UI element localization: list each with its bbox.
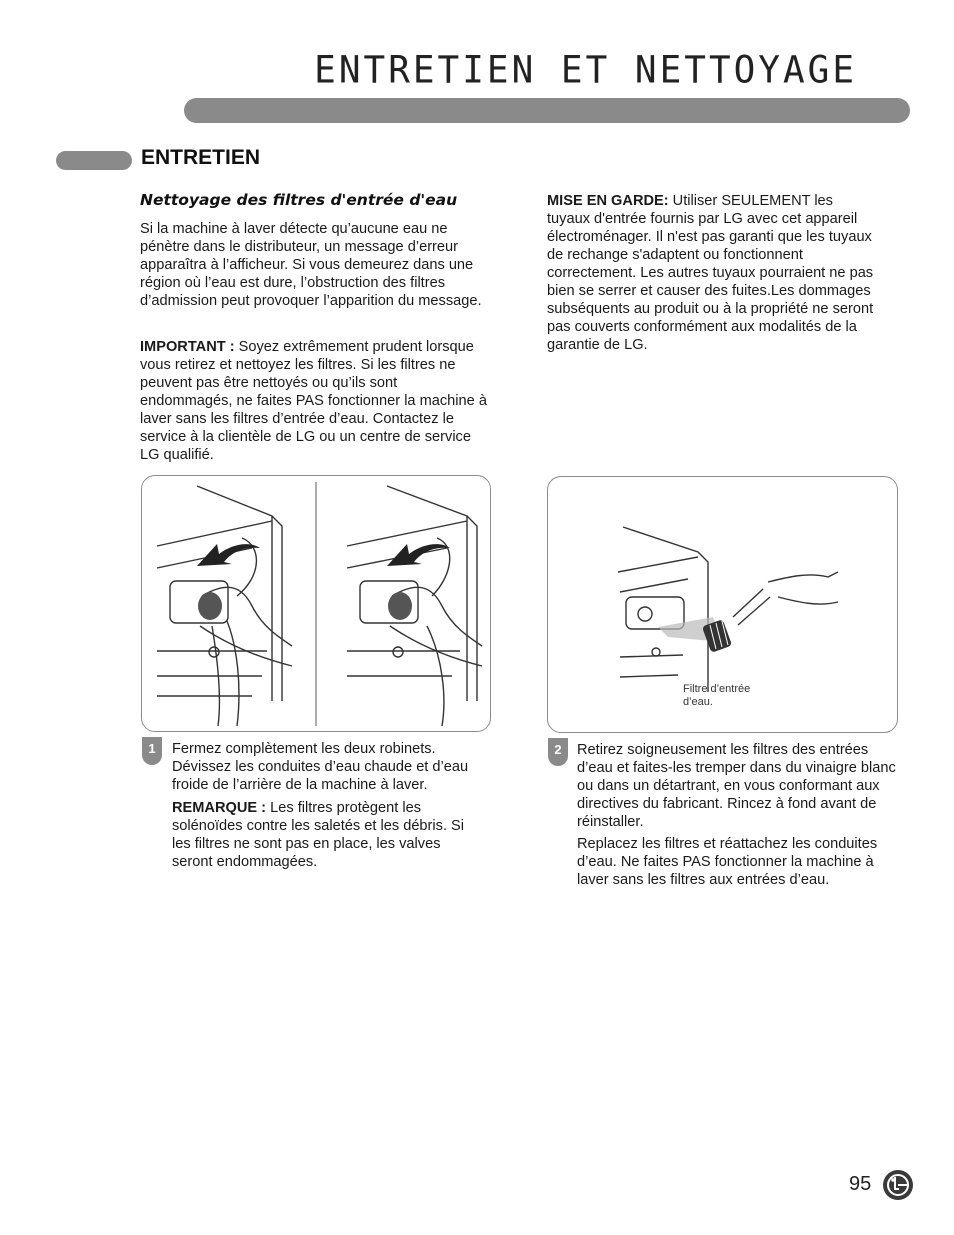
step2-text: Retirez soigneusement les filtres des entrées d’eau et faites-les tremper dans du vinaigre blanc ou dans un détartrant, en vous conformant aux directives du fabricant. Rincez à fond avant de réinstaller. xyxy=(577,742,896,830)
caution-paragraph xyxy=(547,192,877,354)
step1-illustration xyxy=(141,475,491,732)
note-text: Les filtres protègent les solénoïdes contre les saletés et les débris. Si les filtres ne sont pas en place, les valves seront endommagées. xyxy=(172,800,465,870)
filter-caption: Filtre d’entrée d’eau. xyxy=(683,683,751,708)
subsection-heading: Nettoyage des filtres d'entrée d'eau xyxy=(140,191,458,209)
step1-number-badge: 1 xyxy=(142,737,162,765)
page-title: ENTRETIEN ET NETTOYAGE xyxy=(314,48,857,93)
title-bar-decoration xyxy=(184,98,910,123)
step2-number-badge: 2 xyxy=(548,738,568,766)
step2-illustration xyxy=(547,476,898,733)
lg-logo-icon xyxy=(882,1169,914,1201)
important-label: IMPORTANT : xyxy=(140,339,235,355)
important-paragraph xyxy=(140,338,490,464)
step1-note xyxy=(172,799,482,871)
page-number: 95 xyxy=(849,1173,872,1195)
note-label: REMARQUE : xyxy=(172,800,267,816)
section-heading: ENTRETIEN xyxy=(141,146,261,169)
caution-text: Utiliser SEULEMENT les tuyaux d'entrée fournis par LG avec cet appareil électroménager. Il n'est pas garanti que les tuyaux de rechange s'adaptent ou fonctionnent correctement. Les autres tuyaux pourraient ne pas bien se serrer et causer des fuites.Les dommages subséquents au produit ou à la propriété ne seront pas couverts conformément aux modalités de la garantie de LG. xyxy=(547,193,874,353)
valve-unscrew-drawing xyxy=(142,476,490,731)
section-pill-decoration xyxy=(56,151,132,170)
caution-label: MISE EN GARDE: xyxy=(547,193,669,209)
step1-text: Fermez complètement les deux robinets. Dévissez les conduites d’eau chaude et d’eau froide de l’arrière de la machine à laver. xyxy=(172,741,469,793)
step2-text-reinstall: Replacez les filtres et réattachez les conduites d’eau. Ne faites PAS fonctionner la machine à laver sans les filtres aux entrées d’eau. xyxy=(577,836,878,888)
important-text: Soyez extrêmement prudent lorsque vous retirez et nettoyez les filtres. Si les filtres ne peuvent pas être nettoyés ou qu’ils sont endommagés, ne faites PAS fonctionner la machine à laver sans les filtres d’entrée d’eau. Contactez le service à la clientèle de LG ou un centre de service LG qualifié. xyxy=(140,339,487,463)
intro-paragraph: Si la machine à laver détecte qu’aucune eau ne pénètre dans le distributeur, un message d’erreur apparaîtra à l’afficheur. Si vous demeurez dans une région où l’eau est dure, l’obstruction des filtres d’admission peut provoquer l’apparition du message. xyxy=(140,221,482,309)
